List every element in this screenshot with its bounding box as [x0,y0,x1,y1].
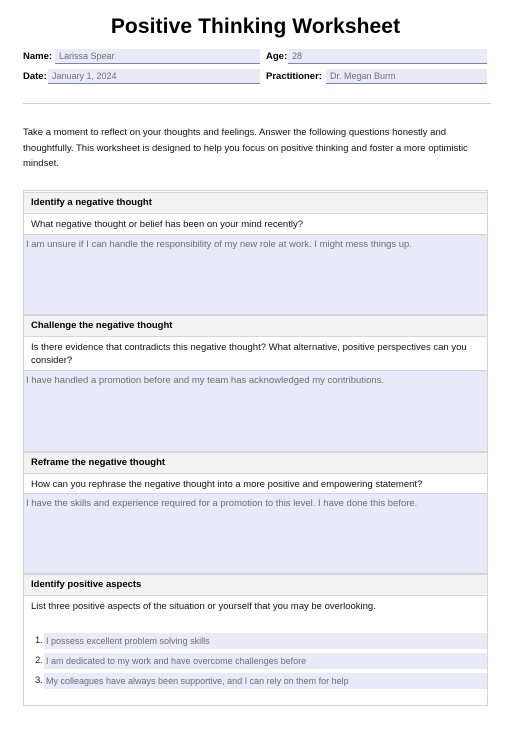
name-field [23,49,260,65]
answer-field[interactable]: I have handled a promotion before and my team has acknowledged my contributions. [24,370,487,452]
age-label: Age: [266,51,288,62]
intro-text: Take a moment to reflect on your thoughts and feelings. Answer the following questions honestly and thoughtfully. This worksheet is designed to help you focus on positive thinking and foster a more optimistic mindset. [23,127,468,169]
practitioner-input[interactable]: Dr. Megan Burm [326,69,487,84]
name-label: Name: [23,51,53,62]
divider [23,103,491,104]
list-item-number: 3. [35,675,43,686]
section-question: Is there evidence that contradicts this negative thought? What alternative, positive perspectives can you consider? [31,342,467,366]
date-field [23,69,260,85]
section-heading: Identify a negative thought [24,192,487,214]
age-field [266,49,487,65]
section-question: How can you rephrase the negative thought into a more positive and empowering statement? [31,479,423,490]
list-item-number: 1. [35,635,43,646]
list-item [34,633,487,649]
section-question: List three positive aspects of the situation or yourself that you may be overlooking. [31,601,376,612]
list-item-field[interactable]: My colleagues have always been supportive, and I can rely on them for help [44,673,487,689]
list-item [34,673,487,689]
age-input[interactable]: 28 [288,49,487,64]
section-heading: Reframe the negative thought [24,452,487,474]
section-heading: Challenge the negative thought [24,315,487,337]
date-input[interactable]: January 1, 2024 [48,69,260,84]
practitioner-label: Practitioner: [266,71,322,82]
worksheet-table [23,190,488,706]
list-item-field[interactable]: I am dedicated to my work and have overcome challenges before [44,653,487,669]
page-title: Positive Thinking Worksheet [110,15,401,38]
answer-field[interactable]: I am unsure if I can handle the responsibility of my new role at work. I might mess things up. [24,234,487,315]
practitioner-field [266,69,487,85]
section-heading: Identify positive aspects [24,574,487,596]
date-label: Date: [23,71,47,82]
answer-field[interactable]: I have the skills and experience required for a promotion to this level. I have done this before. [24,493,487,574]
list-item-field[interactable]: I possess excellent problem solving skills [44,633,487,649]
list-item [34,653,487,669]
list-item-number: 2. [35,655,43,666]
name-input[interactable]: Larissa Spear [55,49,260,64]
section-question: What negative thought or belief has been on your mind recently? [31,219,303,230]
